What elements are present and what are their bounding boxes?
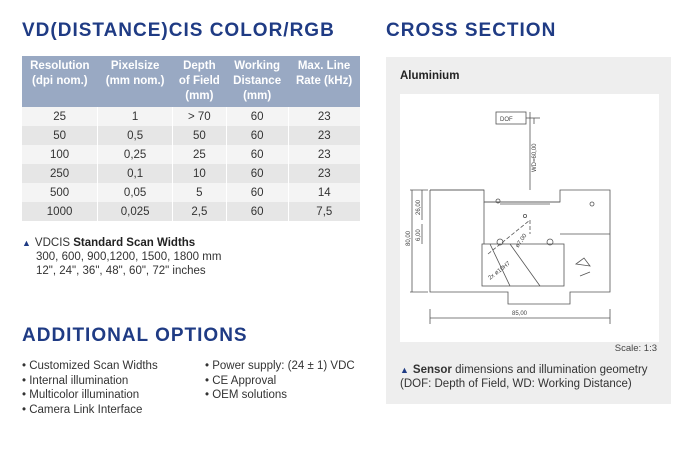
- cell: 500: [22, 183, 98, 202]
- table-row: [22, 145, 360, 164]
- cell: 0,5: [98, 126, 173, 145]
- table-row: [22, 107, 360, 126]
- cell: 0,25: [98, 145, 173, 164]
- scan-widths-mm: 300, 600, 900,1200, 1500, 1800 mm: [36, 251, 222, 263]
- header-working-distance: Working Distance (mm): [226, 56, 288, 107]
- cell: > 70: [173, 107, 227, 126]
- cell: 5: [173, 183, 227, 202]
- dim-angle-1: 2x ø10H7: [487, 260, 512, 282]
- cell: 50: [22, 126, 98, 145]
- cell: 60: [226, 164, 288, 183]
- cell: 60: [226, 107, 288, 126]
- scale-label: Scale: 1:3: [614, 343, 657, 354]
- cell: 2,5: [173, 202, 227, 221]
- triangle-up-icon: ▲: [22, 238, 31, 248]
- page-title: VD(DISTANCE)CIS COLOR/RGB: [22, 20, 335, 41]
- dim-6: 6,00: [416, 229, 422, 241]
- scan-widths-inches: 12", 24", 36", 48", 60", 72" inches: [36, 265, 206, 277]
- triangle-up-icon: ▲: [400, 365, 409, 375]
- spec-table-header: [22, 56, 360, 107]
- cell: 100: [22, 145, 98, 164]
- options-list-right: [205, 359, 355, 403]
- wd-label: WD=60,00: [532, 143, 538, 172]
- cross-section-title: CROSS SECTION: [386, 20, 557, 41]
- cell: 1000: [22, 202, 98, 221]
- list-item: • OEM solutions: [205, 389, 288, 401]
- material-label: Aluminium: [400, 70, 460, 82]
- dim-85: 85,00: [512, 311, 528, 317]
- cell: 10: [173, 164, 227, 183]
- list-item: • Camera Link Interface: [22, 403, 143, 416]
- list-item: • Customized Scan Widths: [22, 360, 158, 372]
- scan-widths-caption: [22, 236, 221, 278]
- cell: 0,05: [98, 183, 173, 202]
- scan-widths-prefix: VDCIS: [34, 237, 74, 249]
- dim-angle-2: ø7,00: [514, 233, 529, 250]
- cell: 50: [173, 126, 227, 145]
- cell: 7,5: [288, 202, 360, 221]
- cross-section-caption: [400, 363, 665, 391]
- cross-section-svg: [400, 94, 659, 342]
- list-item: • Power supply: (24 ± 1) VDC: [205, 360, 355, 372]
- cell: 23: [288, 164, 360, 183]
- table-row: [22, 126, 360, 145]
- list-item: • Internal illumination: [22, 374, 129, 387]
- caption-bold: Sensor: [412, 364, 452, 376]
- cell: 0,1: [98, 164, 173, 183]
- spec-table: [22, 56, 360, 221]
- cell: 25: [22, 107, 98, 126]
- cross-section-drawing: [400, 94, 659, 342]
- additional-options-title: ADDITIONAL OPTIONS: [22, 325, 248, 346]
- cell: 0,025: [98, 202, 173, 221]
- dof-label: DOF: [500, 117, 513, 123]
- options-list-left: [22, 359, 158, 417]
- header-resolution: Resolution (dpi nom.): [22, 56, 98, 107]
- cell: 60: [226, 145, 288, 164]
- cell: 25: [173, 145, 227, 164]
- table-row: [22, 164, 360, 183]
- caption-text: dimensions and illumination geometry: [451, 364, 648, 376]
- dim-26: 26,00: [416, 199, 422, 215]
- table-row: [22, 202, 360, 221]
- scan-widths-label: Standard Scan Widths: [73, 237, 196, 249]
- cell: 250: [22, 164, 98, 183]
- cell: 60: [226, 183, 288, 202]
- header-max-line-rate: Max. Line Rate (kHz): [288, 56, 360, 107]
- cell: 60: [226, 202, 288, 221]
- cell: 23: [288, 126, 360, 145]
- cell: 23: [288, 107, 360, 126]
- caption-line-2: (DOF: Depth of Field, WD: Working Distance): [400, 378, 632, 390]
- cell: 23: [288, 145, 360, 164]
- list-item: • Multicolor illumination: [22, 389, 140, 401]
- cell: 1: [98, 107, 173, 126]
- table-row: [22, 183, 360, 202]
- cell: 60: [226, 126, 288, 145]
- header-depth-of-field: Depth of Field (mm): [173, 56, 227, 107]
- dim-80: 80,00: [406, 230, 412, 246]
- cross-section-panel: [386, 57, 671, 404]
- cell: 14: [288, 183, 360, 202]
- list-item: • CE Approval: [205, 374, 277, 387]
- header-pixelsize: Pixelsize (mm nom.): [98, 56, 173, 107]
